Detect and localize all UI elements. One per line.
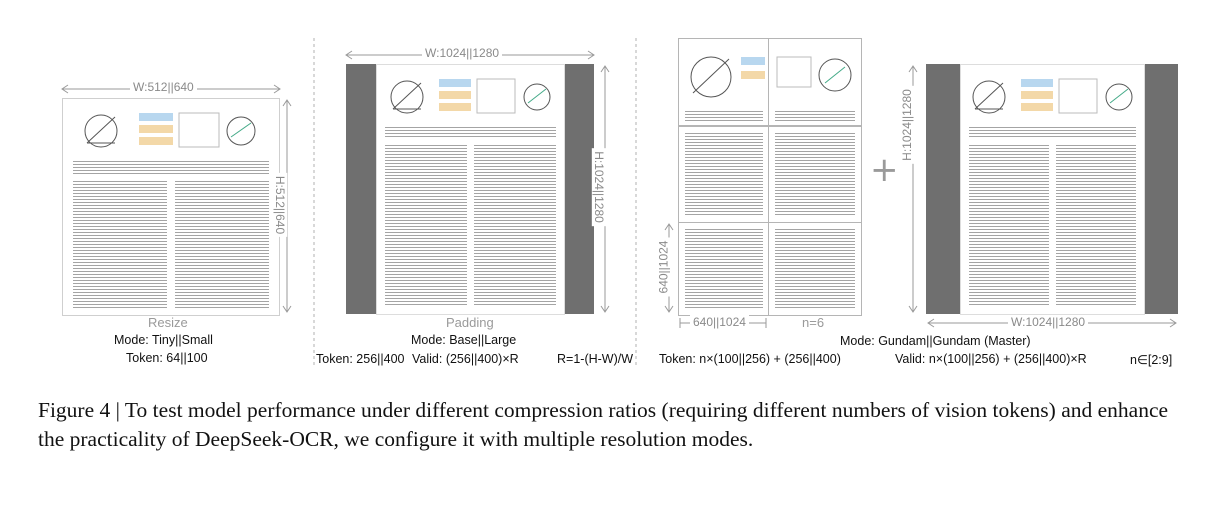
figure-diagram-thumbnail xyxy=(969,73,1137,123)
valid-label: Valid: (256||400)×R xyxy=(412,352,519,366)
token-label: Token: 256||400 xyxy=(316,352,405,366)
document-thumbnail xyxy=(376,64,565,315)
global-height-label: H:1024||1280 xyxy=(900,86,914,164)
method-label: Padding xyxy=(446,315,494,330)
global-view-thumbnail xyxy=(960,64,1145,315)
figure-diagram-thumbnail xyxy=(81,107,261,157)
mode-label: Mode: Tiny||Small xyxy=(114,333,213,347)
tile-2 xyxy=(768,38,862,126)
panel-separator xyxy=(634,38,638,368)
figure-caption: Figure 4 | To test model performance under different compression ratios (requiring different numbers of vision tokens) and enhance the practicality of DeepSeek-OCR, we configure it with multiple resolution modes. xyxy=(38,398,1169,451)
valid-label: Valid: n×(100||256) + (256||400)×R xyxy=(895,352,1087,366)
tile-3 xyxy=(678,126,770,224)
global-width-label: W:1024||1280 xyxy=(1008,315,1088,329)
width-label: W:512||640 xyxy=(130,80,197,94)
padding-bar-right xyxy=(1144,64,1178,314)
figure-diagram-thumbnail xyxy=(387,73,555,123)
padding-bar-left xyxy=(346,64,376,314)
mode-label: Mode: Base||Large xyxy=(411,333,517,347)
tile-height-label: 640||1024 xyxy=(656,238,670,297)
n-range-label: n∈[2:9] xyxy=(1130,353,1173,367)
tile-1 xyxy=(678,38,770,126)
width-label: W:1024||1280 xyxy=(422,46,502,60)
token-label: Token: 64||100 xyxy=(126,351,208,365)
height-label: H:1024||1280 xyxy=(592,148,606,226)
ratio-label: R=1-(H-W)/W xyxy=(557,352,634,366)
padding-bar-right xyxy=(564,64,594,314)
tile-5 xyxy=(678,222,770,316)
padding-bar-left xyxy=(926,64,960,314)
tile-width-label: 640||1024 xyxy=(690,315,749,329)
tile-4 xyxy=(768,126,862,224)
token-label: Token: n×(100||256) + (256||400) xyxy=(659,352,841,366)
method-label: Resize xyxy=(148,315,188,330)
tile-count-label: n=6 xyxy=(802,315,825,330)
mode-label: Mode: Gundam||Gundam (Master) xyxy=(840,334,1031,348)
height-label: H:512||640 xyxy=(273,173,287,237)
tile-6 xyxy=(768,222,862,316)
panel-separator xyxy=(312,38,316,368)
document-thumbnail xyxy=(62,98,280,316)
plus-sign: + xyxy=(870,150,899,190)
